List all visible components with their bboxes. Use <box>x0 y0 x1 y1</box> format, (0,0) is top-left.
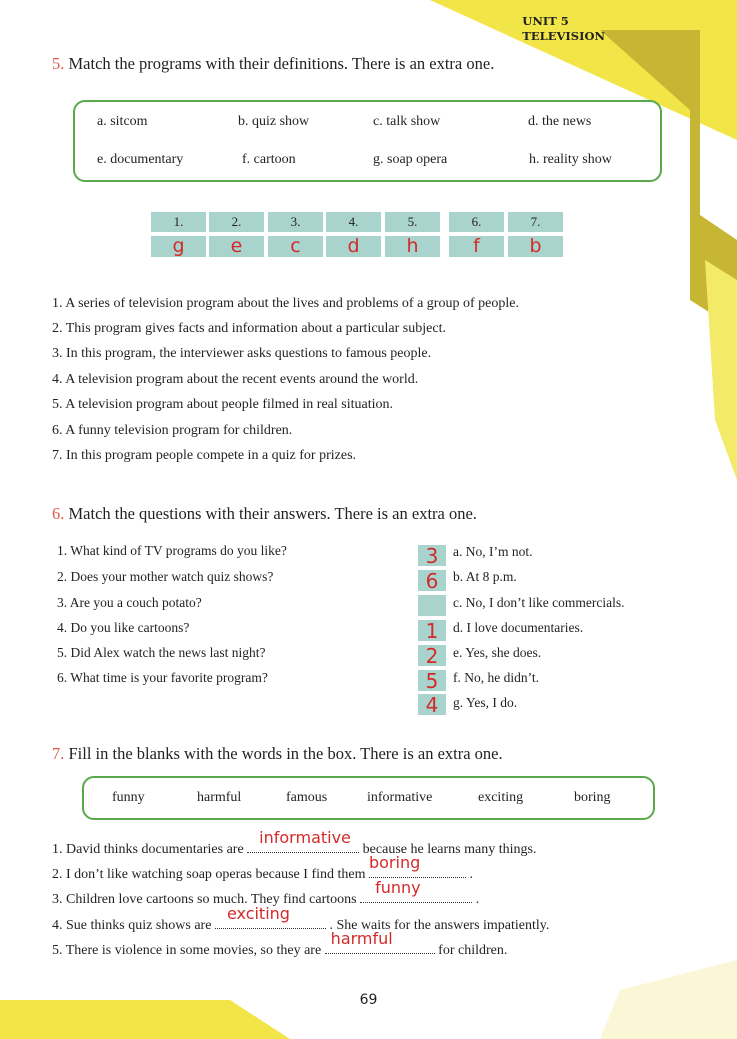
exercise-6-instruction: Match the questions with their answers. There is an extra one. <box>68 504 477 523</box>
blank-2[interactable] <box>368 853 466 878</box>
grid-answer-1: g <box>151 236 206 257</box>
definition-6: 6. A funny television program for children. <box>52 423 293 438</box>
definition-4: 4. A television program about the recent events around the world. <box>52 372 419 387</box>
blank-1-answer: informative <box>259 828 351 847</box>
sentence-4-end: . She waits for the answers impatiently. <box>325 918 550 933</box>
option-a: a. sitcom <box>97 114 148 129</box>
grid-number-2: 2. <box>209 212 264 232</box>
blank-5[interactable] <box>325 929 435 954</box>
fill-sentence-4 <box>52 904 550 934</box>
answer-mark-g: 4 <box>418 694 446 715</box>
grid-number-7: 7. <box>508 212 563 232</box>
answer-a: a. No, I’m not. <box>453 544 533 559</box>
unit-header <box>522 14 605 44</box>
question-1: 1. What kind of TV programs do you like? <box>57 543 287 558</box>
question-6: 6. What time is your favorite program? <box>57 670 268 685</box>
exercise-6-title <box>52 504 477 524</box>
answer-mark-c <box>418 595 446 616</box>
blank-5-answer: harmful <box>330 929 393 948</box>
grid-answer-5: h <box>385 236 440 257</box>
grid-number-6: 6. <box>449 212 504 232</box>
exercise-5-instruction: Match the programs with their definitions. There is an extra one. <box>68 54 495 73</box>
answer-mark-a: 3 <box>418 545 446 566</box>
option-c: c. talk show <box>373 114 441 129</box>
blank-3-answer: funny <box>375 878 421 897</box>
grid-answer-3: c <box>268 236 323 257</box>
question-2: 2. Does your mother watch quiz shows? <box>57 569 274 584</box>
answer-mark-e: 2 <box>418 645 446 666</box>
sentence-5-start: 5. There is violence in some movies, so they are <box>52 943 325 958</box>
grid-number-5: 5. <box>385 212 440 232</box>
word-boring: boring <box>574 790 611 805</box>
answer-c: c. No, I don’t like commercials. <box>453 595 625 610</box>
blank-1[interactable] <box>247 828 359 853</box>
option-f: f. cartoon <box>242 152 296 167</box>
sentence-2-start: 2. I don’t like watching soap operas because I find them <box>52 867 369 882</box>
side-yellow-shape <box>705 260 737 480</box>
sentence-3-start: 3. Children love cartoons so much. They find cartoons <box>52 892 361 907</box>
question-4: 4. Do you like cartoons? <box>57 620 190 635</box>
grid-answer-4: d <box>326 236 381 257</box>
answer-g: g. Yes, I do. <box>453 695 518 710</box>
definition-1: 1. A series of television program about the lives and problems of a group of people. <box>52 296 519 311</box>
definition-7: 7. In this program people compete in a quiz for prizes. <box>52 448 357 463</box>
option-d: d. the news <box>528 114 592 129</box>
option-b: b. quiz show <box>238 114 310 129</box>
exercise-5-title <box>52 54 494 74</box>
exercise-5-number: 5. <box>52 54 65 73</box>
definition-5: 5. A television program about people filmed in real situation. <box>52 397 393 412</box>
answer-d: d. I love documentaries. <box>453 620 584 635</box>
answer-f: f. No, he didn’t. <box>453 670 539 685</box>
grid-number-4: 4. <box>326 212 381 232</box>
sentence-4-start: 4. Sue thinks quiz shows are <box>52 918 215 933</box>
exercise-7-number: 7. <box>52 744 65 763</box>
grid-number-3: 3. <box>268 212 323 232</box>
blank-4-answer: exciting <box>226 904 290 923</box>
answer-b: b. At 8 p.m. <box>453 569 517 584</box>
sentence-1-end: because he learns many things. <box>359 842 537 857</box>
fill-sentence-5 <box>52 929 508 959</box>
sentence-3-end: . <box>472 892 480 907</box>
program-options-box <box>73 100 662 182</box>
unit-topic: TELEVISION <box>522 29 605 43</box>
answer-mark-f: 5 <box>418 670 446 691</box>
blank-3[interactable] <box>360 878 472 903</box>
answer-mark-d: 1 <box>418 620 446 641</box>
word-famous: famous <box>286 790 328 805</box>
word-harmful: harmful <box>197 790 242 805</box>
sentence-1-start: 1. David thinks documentaries are <box>52 842 248 857</box>
fill-sentence-1 <box>52 828 537 858</box>
blank-4[interactable] <box>215 904 326 929</box>
exercise-6-number: 6. <box>52 504 65 523</box>
page-number: 69 <box>359 992 378 1008</box>
question-5: 5. Did Alex watch the news last night? <box>57 645 266 660</box>
sentence-5-end: for children. <box>434 943 508 958</box>
answer-e: e. Yes, she does. <box>453 645 542 660</box>
exercise-7-instruction: Fill in the blanks with the words in the box. There is an extra one. <box>68 744 503 763</box>
unit-label: UNIT 5 <box>522 14 569 28</box>
exercise-7-title <box>52 744 503 764</box>
answer-mark-b: 6 <box>418 570 446 591</box>
word-informative: informative <box>367 790 433 805</box>
grid-answer-7: b <box>508 236 563 257</box>
sentence-2-end: . <box>465 867 473 882</box>
question-3: 3. Are you a couch potato? <box>57 595 202 610</box>
word-funny: funny <box>112 790 145 805</box>
grid-number-1: 1. <box>151 212 206 232</box>
blank-2-answer: boring <box>368 853 421 872</box>
grid-answer-6: f <box>449 236 504 257</box>
word-exciting: exciting <box>478 790 524 805</box>
option-h: h. reality show <box>529 152 612 167</box>
grid-answer-2: e <box>209 236 264 257</box>
definition-3: 3. In this program, the interviewer asks questions to famous people. <box>52 346 432 361</box>
definition-2: 2. This program gives facts and information about a particular subject. <box>52 321 446 336</box>
option-e: e. documentary <box>97 152 184 167</box>
option-g: g. soap opera <box>373 152 448 167</box>
